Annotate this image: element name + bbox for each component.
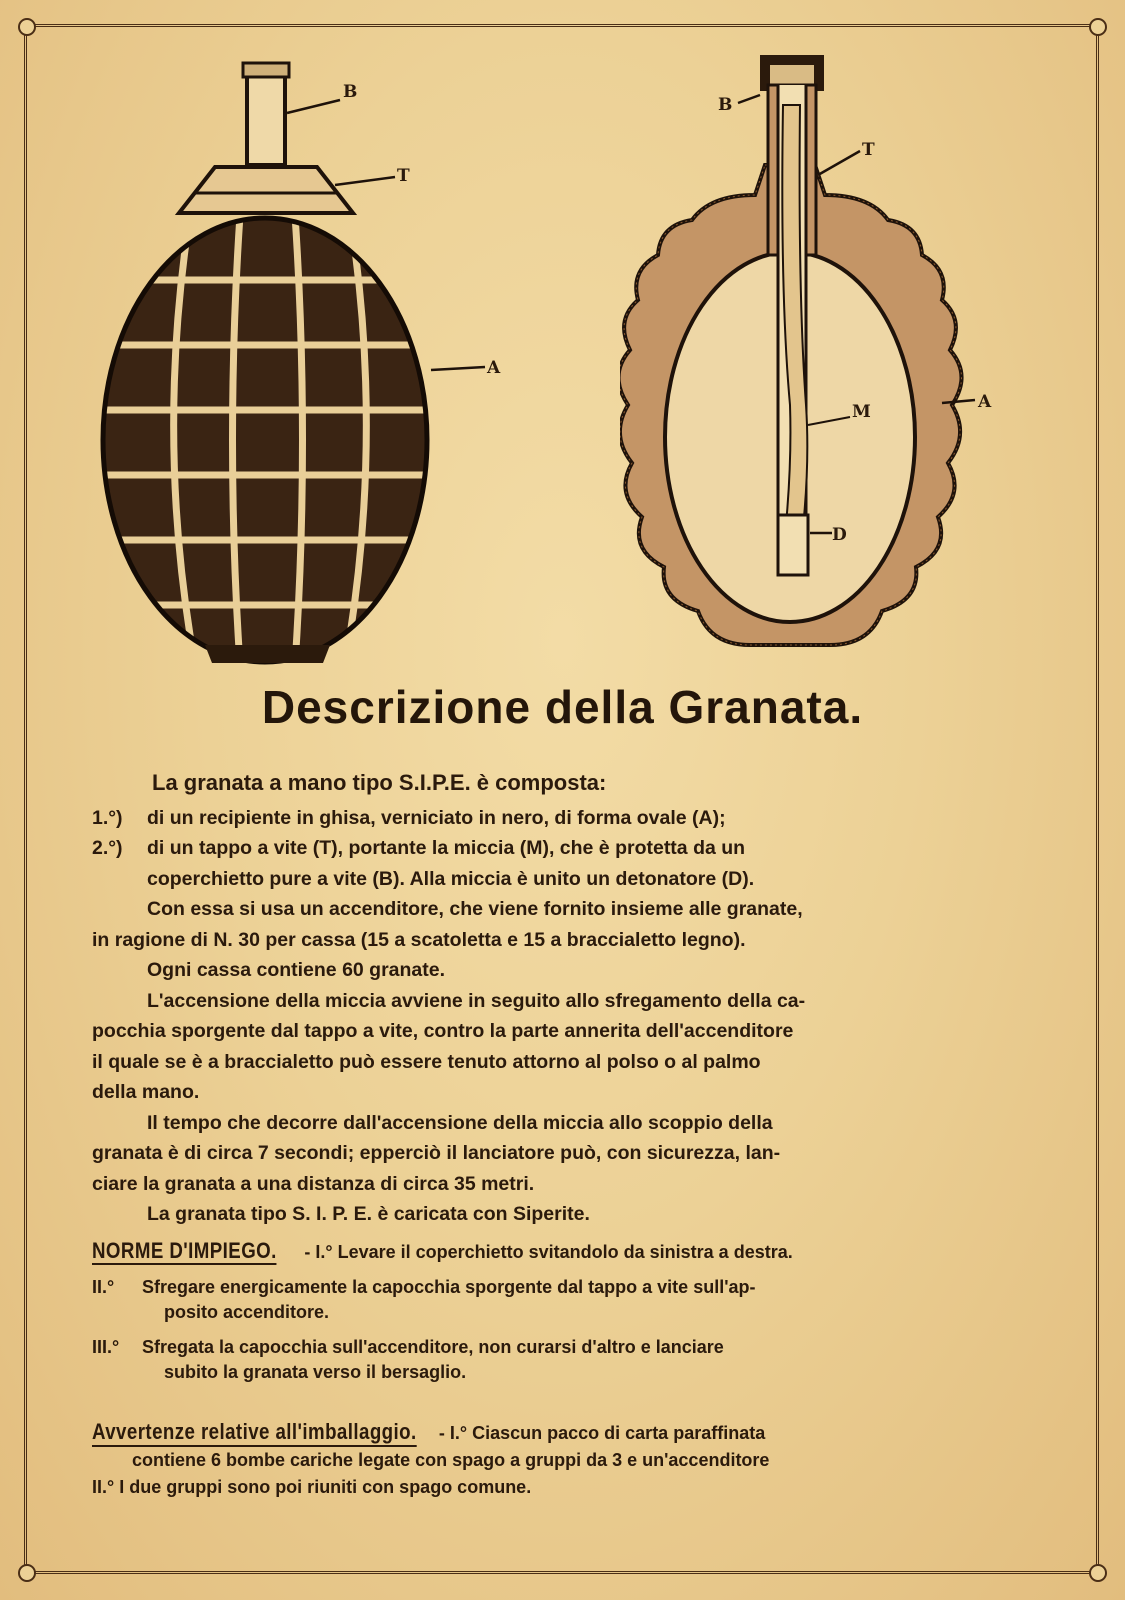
label-t: T xyxy=(862,140,875,160)
corner-ornament xyxy=(1089,1564,1107,1582)
item-text: di un recipiente in ghisa, verniciato in nero, di forma ovale (A); xyxy=(147,806,726,829)
description-body xyxy=(92,768,1032,1230)
item-text: subito la granata verso il bersaglio. xyxy=(164,1362,467,1382)
item-1 xyxy=(92,803,1032,834)
item-text: posito accenditore. xyxy=(164,1302,330,1322)
item-number: 1.°) xyxy=(92,806,123,829)
item-text: Sfregare energicamente la capocchia sporgente dal tappo a vite sull'ap- xyxy=(142,1277,756,1297)
grenade-section-illustration xyxy=(620,45,1040,675)
item-number: III.° xyxy=(92,1337,120,1357)
paragraph-line: ciare la granata a una distanza di circa 35 metri. xyxy=(92,1172,535,1195)
label-a: A xyxy=(978,392,992,412)
label-b: B xyxy=(343,82,358,102)
item-text: di un tappo a vite (T), portante la miccia (M), che è protetta da un xyxy=(147,837,746,859)
norme-section xyxy=(92,1238,1032,1385)
item-2 xyxy=(92,833,1032,864)
corner-ornament xyxy=(18,18,36,36)
paragraph-line: in ragione di N. 30 per cassa (15 a scatoletta e 15 a braccialetto legno). xyxy=(92,928,746,951)
paragraph-line: granata è di circa 7 secondi; epperciò il lanciatore può, con sicurezza, lan- xyxy=(92,1142,781,1164)
avvertenze-first: - I.° Ciascun pacco di carta paraffinata xyxy=(438,1423,766,1443)
paragraph-line: Ogni cassa contiene 60 granate. xyxy=(147,959,446,981)
page-title: Descrizione della Granata. xyxy=(261,681,864,733)
item-number: 2.°) xyxy=(92,837,123,859)
paragraph-line: pocchia sporgente dal tappo a vite, contro la parte annerita dell'accenditore xyxy=(92,1020,794,1042)
norme-heading: NORME D'IMPIEGO. xyxy=(92,1238,277,1263)
paragraph-line: Il tempo che decorre dall'accensione della miccia allo scoppio della xyxy=(147,1111,773,1134)
norme-first: - I.° Levare il coperchietto svitandolo da sinistra a destra. xyxy=(304,1242,793,1262)
label-a: A xyxy=(487,358,501,378)
label-b: B xyxy=(718,95,733,115)
paragraph-line: La granata tipo S. I. P. E. è caricata con Siperite. xyxy=(147,1203,590,1225)
item-text: Sfregata la capocchia sull'accenditore, non curarsi d'altro e lanciare xyxy=(142,1337,724,1357)
paragraph-line: il quale se è a braccialetto può essere tenuto attorno al polso o al palmo xyxy=(92,1050,761,1073)
label-d: D xyxy=(832,525,847,545)
item-2-cont: coperchietto pure a vite (B). Alla miccia è unito un detonatore (D). xyxy=(147,867,755,890)
norme-item-2 xyxy=(92,1275,1032,1325)
avvertenze-heading: Avvertenze relative all'imballaggio. xyxy=(92,1418,417,1447)
label-t: T xyxy=(397,166,410,186)
paragraph-line: della mano. xyxy=(92,1081,200,1103)
grenade-exterior-illustration xyxy=(95,55,535,665)
item-number: II.° xyxy=(92,1277,115,1297)
paragraph-line: L'accensione della miccia avviene in seguito allo sfregamento della ca- xyxy=(147,989,806,1012)
label-m: M xyxy=(852,402,871,422)
corner-ornament xyxy=(18,1564,36,1582)
corner-ornament xyxy=(1089,18,1107,36)
norme-item-3 xyxy=(92,1335,1032,1385)
avvertenze-cont: contiene 6 bombe cariche legate con spago a gruppi da 3 e un'accenditore xyxy=(132,1450,770,1470)
paragraph-line: Con essa si usa un accenditore, che viene fornito insieme alle granate, xyxy=(147,898,803,920)
avvertenze-section xyxy=(92,1418,1032,1501)
intro-line: La granata a mano tipo S.I.P.E. è composta: xyxy=(152,770,607,795)
avvertenze-second: II.° I due gruppi sono poi riuniti con spago comune. xyxy=(92,1477,532,1497)
